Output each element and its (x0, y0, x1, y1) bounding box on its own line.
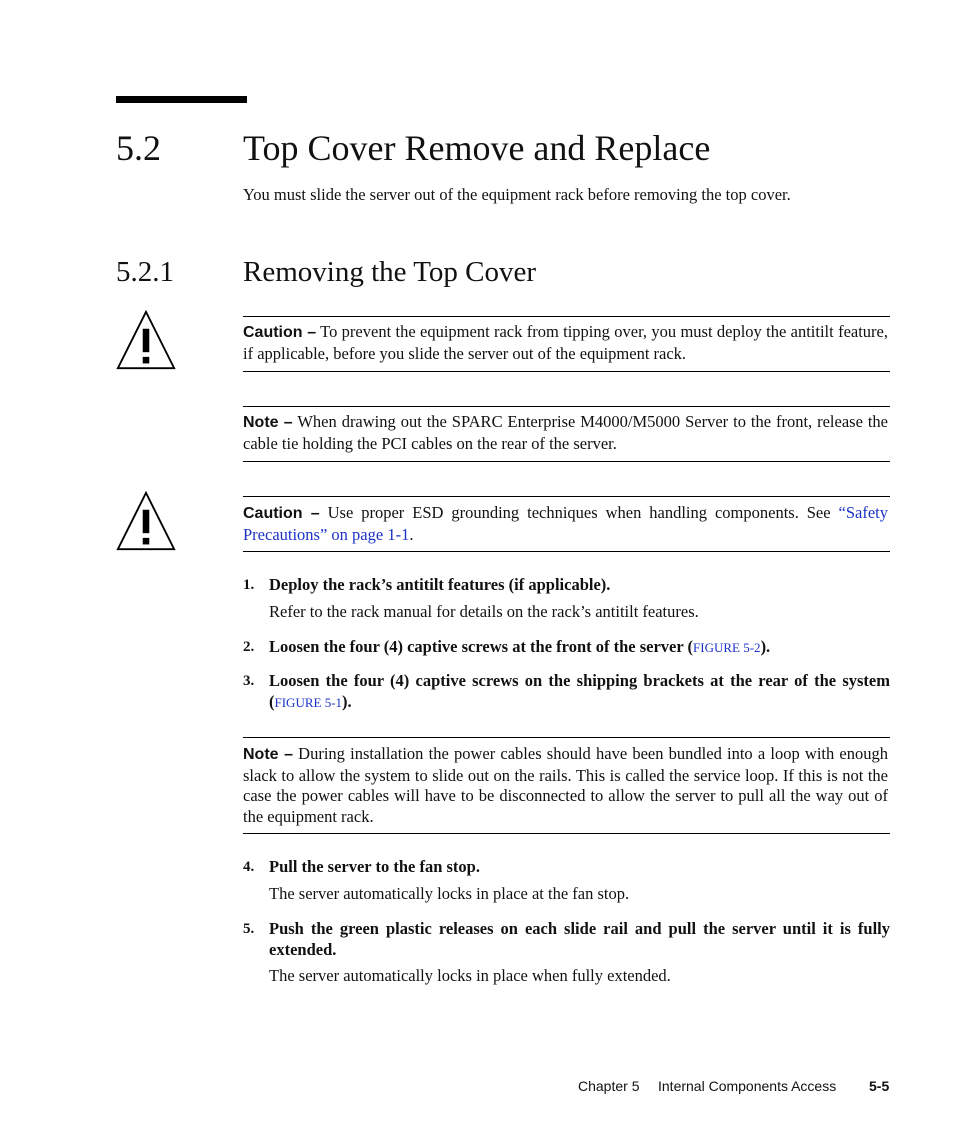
caution-block (243, 503, 888, 545)
warning-triangle-icon (114, 310, 178, 370)
subsection-number: 5.2.1 (116, 256, 174, 288)
note-label: Note – (243, 746, 293, 763)
step-item (243, 919, 890, 960)
step-number: 1. (243, 577, 255, 593)
caution-text: Use proper ESD grounding techniques when handling components. See (327, 503, 831, 522)
caution-bottom-rule (243, 551, 890, 552)
step-text: Push the green plastic releases on each slide rail and pull the server until it is fully extended. (269, 919, 890, 959)
step-item (243, 637, 890, 659)
note-block (243, 412, 888, 454)
step-description: The server automatically locks in place when fully extended. (269, 966, 671, 985)
caution-text-end: . (409, 524, 414, 544)
section-top-rule (116, 96, 247, 103)
note-text: When drawing out the SPARC Enterprise M4000/M5000 Server to the front, release the cable tie holding the PCI cables on the rear of the server. (243, 412, 888, 453)
step-description: Refer to the rack manual for details on the rack’s antitilt features. (269, 602, 699, 621)
section-number: 5.2 (116, 128, 161, 168)
subsection-title: Removing the Top Cover (243, 256, 537, 288)
note-block (243, 744, 888, 827)
note-text: During installation the power cables should have been bundled into a loop with enough slack to allow the system to slide out on the rails. This is called the service loop. If this is not the case the power cables will have to be disconnected to allow the server to pull all the way out of the equipment rack. (243, 744, 888, 826)
note-bottom-rule (243, 833, 890, 834)
step-number: 5. (243, 921, 255, 937)
step-text-end: ). (760, 637, 771, 656)
figure-link[interactable]: FIGURE 5-2 (693, 640, 761, 655)
footer-chapter: Chapter 5 (578, 1078, 640, 1094)
step-text: Deploy the rack’s antitilt features (if applicable). (269, 575, 611, 594)
caution-label: Caution – (243, 505, 320, 522)
section-title: Top Cover Remove and Replace (243, 128, 711, 168)
caution-top-rule (243, 316, 890, 317)
note-bottom-rule (243, 461, 890, 462)
step-number: 2. (243, 639, 255, 655)
section-intro: You must slide the server out of the equipment rack before removing the top cover. (243, 185, 791, 204)
figure-link[interactable]: FIGURE 5-1 (274, 694, 343, 710)
caution-block (243, 322, 888, 364)
caution-label: Caution – (243, 324, 317, 341)
caution-text: To prevent the equipment rack from tipping over, you must deploy the antitilt feature, if applicable, before you slide the server out of the equipment rack. (243, 322, 888, 363)
step-item (243, 857, 890, 878)
warning-triangle-icon (114, 491, 178, 551)
step-text: Pull the server to the fan stop. (269, 857, 480, 876)
step-item (243, 671, 890, 713)
step-text: Loosen the four (4) captive screws at the front of the server ( (269, 637, 694, 656)
step-text-end: ). (342, 691, 352, 711)
step-description: The server automatically locks in place at the fan stop. (269, 884, 630, 903)
note-top-rule (243, 737, 890, 738)
note-label: Note – (243, 414, 293, 431)
caution-bottom-rule (243, 371, 890, 372)
note-top-rule (243, 406, 890, 407)
footer-title: Internal Components Access (658, 1078, 837, 1094)
footer-page-number: 5-5 (869, 1078, 890, 1094)
caution-top-rule (243, 496, 890, 497)
step-text: Loosen the four (4) captive screws on the shipping brackets at the rear of the system ( (269, 671, 890, 711)
safety-precautions-link[interactable]: “Safety Precautions” on page 1-1 (243, 503, 889, 544)
step-number: 4. (243, 859, 255, 875)
step-number: 3. (243, 673, 255, 689)
step-item (243, 575, 890, 596)
